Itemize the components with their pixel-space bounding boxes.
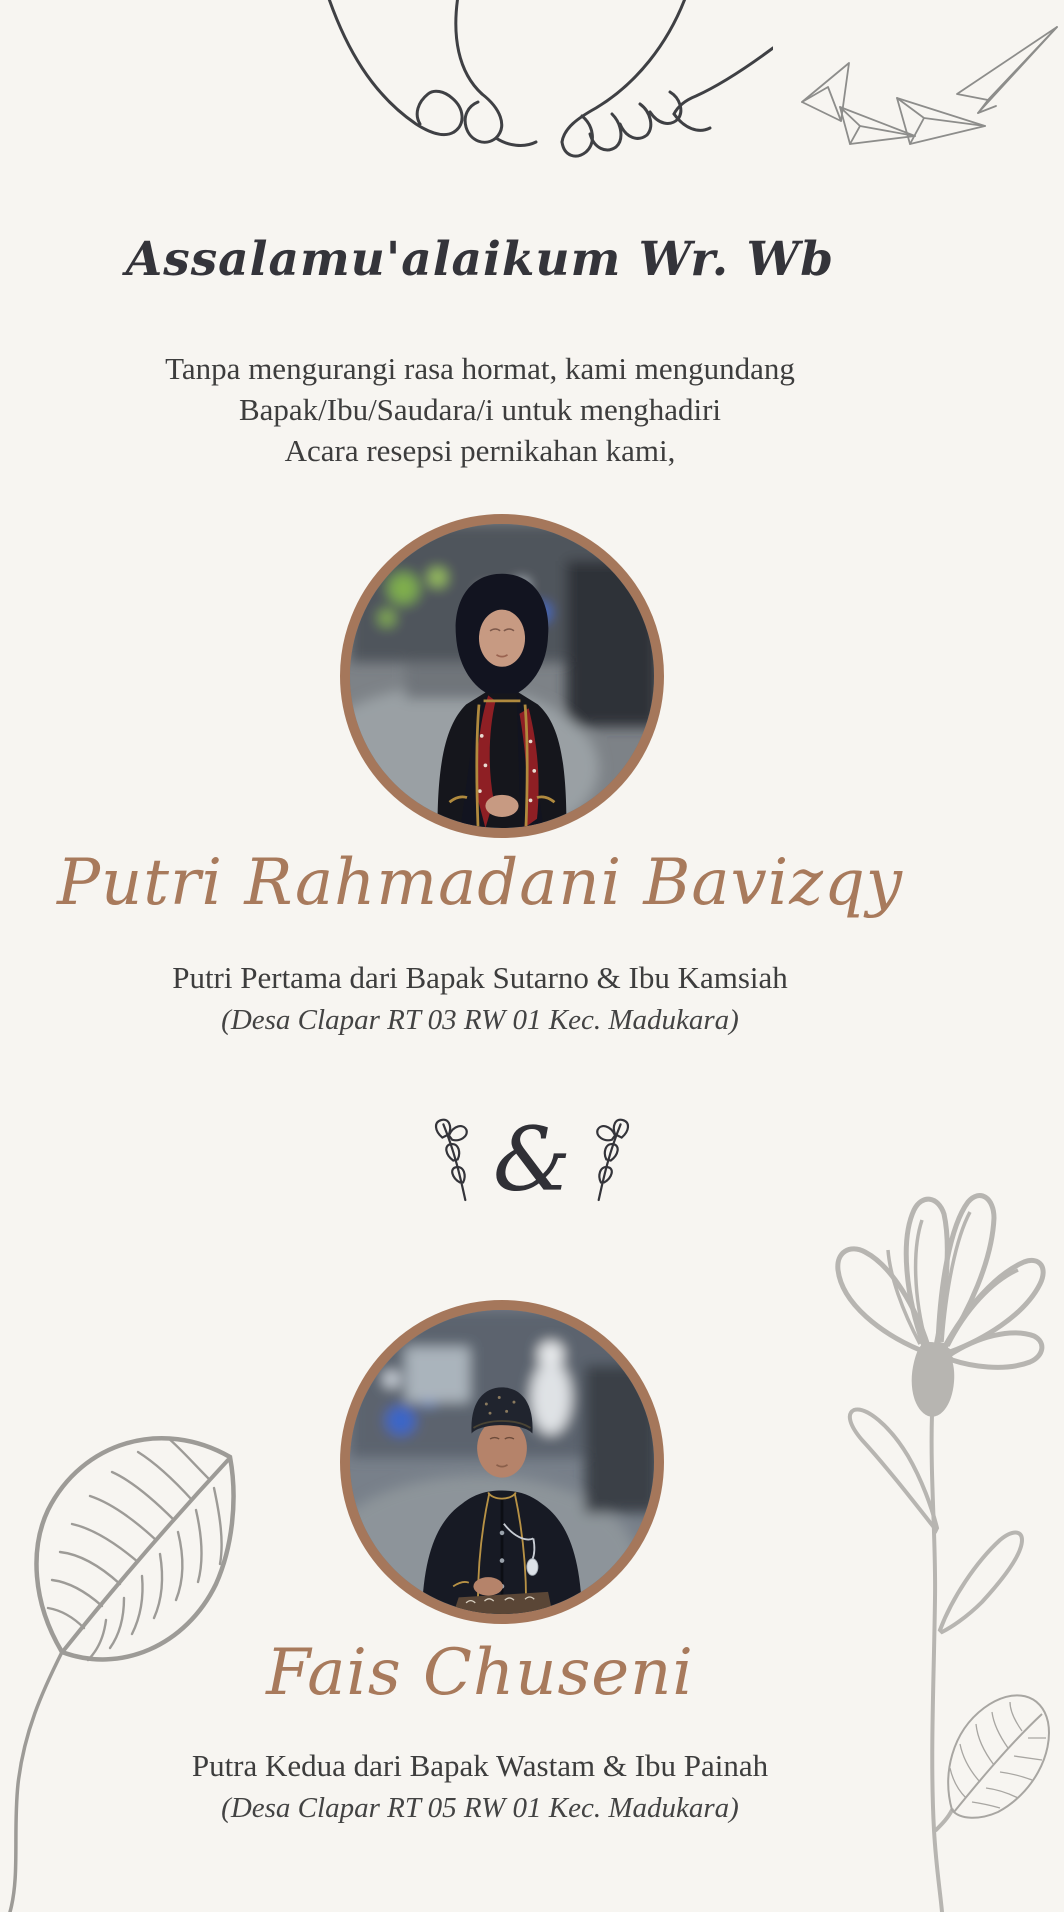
- ampersand-symbol: &: [492, 1108, 572, 1211]
- intro-line-3: Acara resepsi pernikahan kami,: [284, 433, 676, 468]
- bride-photo: [350, 524, 654, 828]
- bride-name: Putri Rahmadani Bavizqy: [56, 846, 904, 920]
- bride-address-line: (Desa Clapar RT 03 RW 01 Kec. Madukara): [221, 1004, 739, 1036]
- ampersand-ornament: [420, 1098, 644, 1222]
- groom-address-line: (Desa Clapar RT 05 RW 01 Kec. Madukara): [221, 1792, 739, 1824]
- pinky-promise-hands-icon: [268, 0, 773, 166]
- groom-name: Fais Chuseni: [266, 1636, 694, 1710]
- leaf-sprig-left-icon: [427, 1108, 479, 1212]
- paper-planes-icon: [752, 14, 1064, 162]
- invitation-intro: [0, 348, 960, 471]
- intro-line-1: Tanpa mengurangi rasa hormat, kami mengundang: [165, 351, 795, 386]
- islamic-greeting: Assalamu'alaikum Wr. Wb: [125, 232, 835, 287]
- groom-photo-frame: [340, 1300, 664, 1624]
- leaf-sprig-right-icon: [585, 1108, 637, 1212]
- groom-photo: [350, 1310, 654, 1614]
- groom-parents-line: Putra Kedua dari Bapak Wastam & Ibu Painah: [191, 1748, 769, 1783]
- bride-parents-line: Putri Pertama dari Bapak Sutarno & Ibu Kamsiah: [172, 960, 788, 995]
- bride-photo-frame: [340, 514, 664, 838]
- intro-line-2: Bapak/Ibu/Saudara/i untuk menghadiri: [238, 392, 722, 427]
